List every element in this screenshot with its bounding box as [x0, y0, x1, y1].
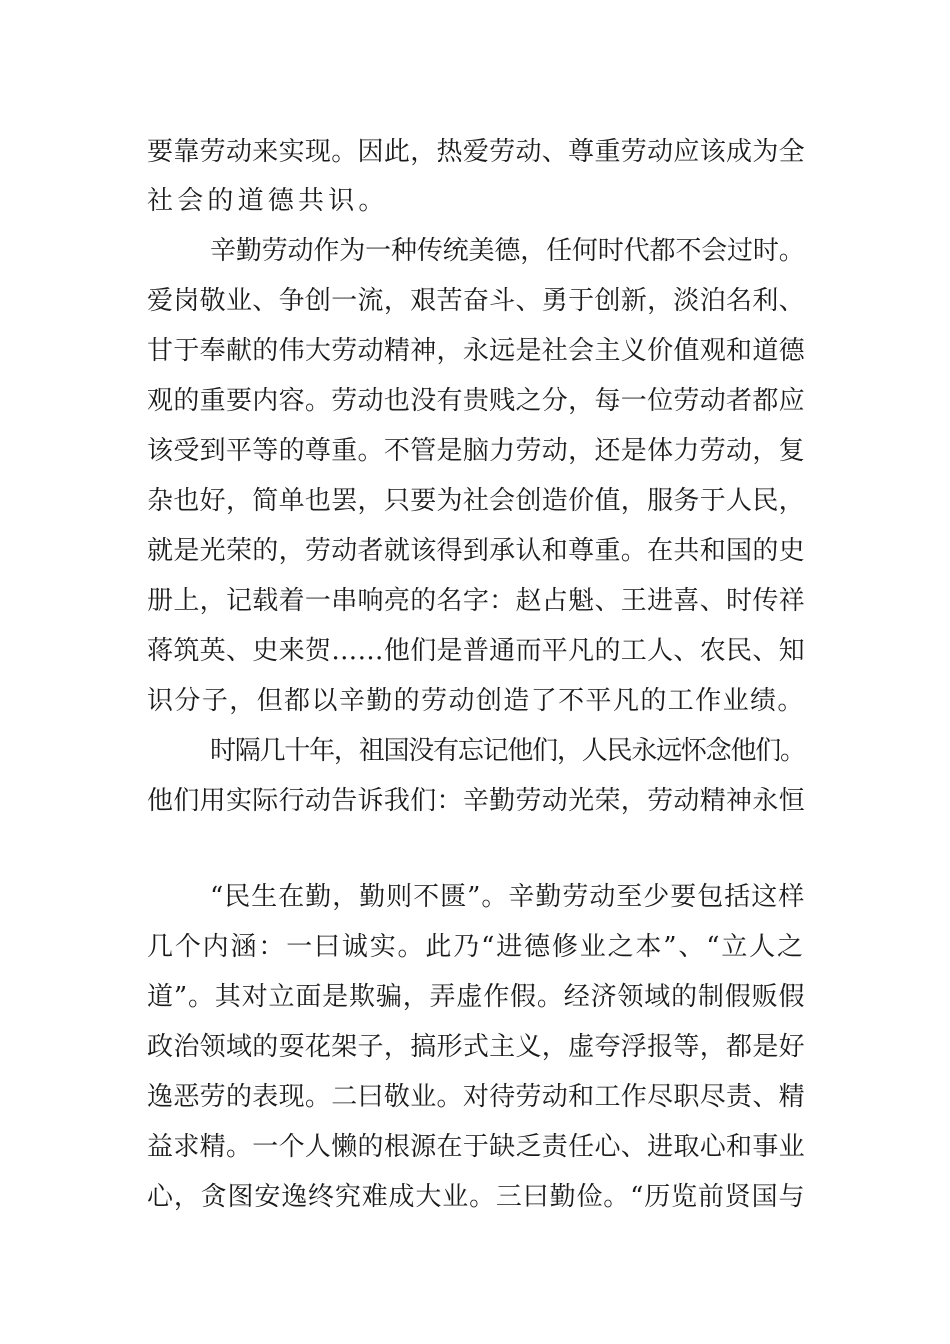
text-line: 爱岗敬业、争创一流，艰苦奋斗、勇于创新，淡泊名利、: [147, 286, 806, 316]
paragraph-first-line: “民生在勤，勤则不匮”。辛勤劳动至少要包括这样: [210, 882, 806, 912]
text-line: 几个内涵：一曰诚实。此乃“进德修业之本”、“立人之: [147, 932, 805, 962]
text-line: 道”。其对立面是欺骗，弄虚作假。经济领域的制假贩假: [147, 982, 806, 1012]
text-line: 政治领域的耍花架子，搞形式主义，虚夸浮报等，都是好: [147, 1032, 806, 1062]
text-line: 册上，记载着一串响亮的名字：赵占魁、王进喜、时传祥: [147, 586, 806, 616]
text-line: 甘于奉献的伟大劳动精神，永远是社会主义价值观和道德: [147, 336, 806, 366]
text-line: 该受到平等的尊重。不管是脑力劳动，还是体力劳动，复: [147, 436, 806, 466]
text-line: 心，贪图安逸终究难成大业。三曰勤俭。“历览前贤国与: [147, 1182, 806, 1212]
text-line: 识分子，但都以辛勤的劳动创造了不平凡的工作业绩。: [147, 686, 805, 716]
text-line: 他们用实际行动告诉我们：辛勤劳动光荣，劳动精神永恒: [147, 786, 806, 816]
text-line: 就是光荣的，劳动者就该得到承认和尊重。在共和国的史: [147, 536, 806, 566]
text-line: 蒋筑英、史来贺……他们是普通而平凡的工人、农民、知: [147, 636, 806, 666]
paragraph-first-line: 时隔几十年，祖国没有忘记他们，人民永远怀念他们。: [210, 736, 805, 766]
text-line: 逸恶劳的表现。二曰敬业。对待劳动和工作尽职尽责、精: [147, 1082, 806, 1112]
text-line: 要靠劳动来实现。因此，热爱劳动、尊重劳动应该成为全: [147, 137, 806, 167]
text-line: 杂也好，简单也罢，只要为社会创造价值，服务于人民，: [147, 486, 806, 516]
text-line: 益求精。一个人懒的根源在于缺乏责任心、进取心和事业: [147, 1132, 806, 1162]
paragraph-first-line: 辛勤劳动作为一种传统美德，任何时代都不会过时。: [210, 236, 805, 266]
text-line: 社会的道德共识。: [147, 186, 389, 216]
text-line: 观的重要内容。劳动也没有贵贱之分，每一位劳动者都应: [147, 386, 806, 416]
